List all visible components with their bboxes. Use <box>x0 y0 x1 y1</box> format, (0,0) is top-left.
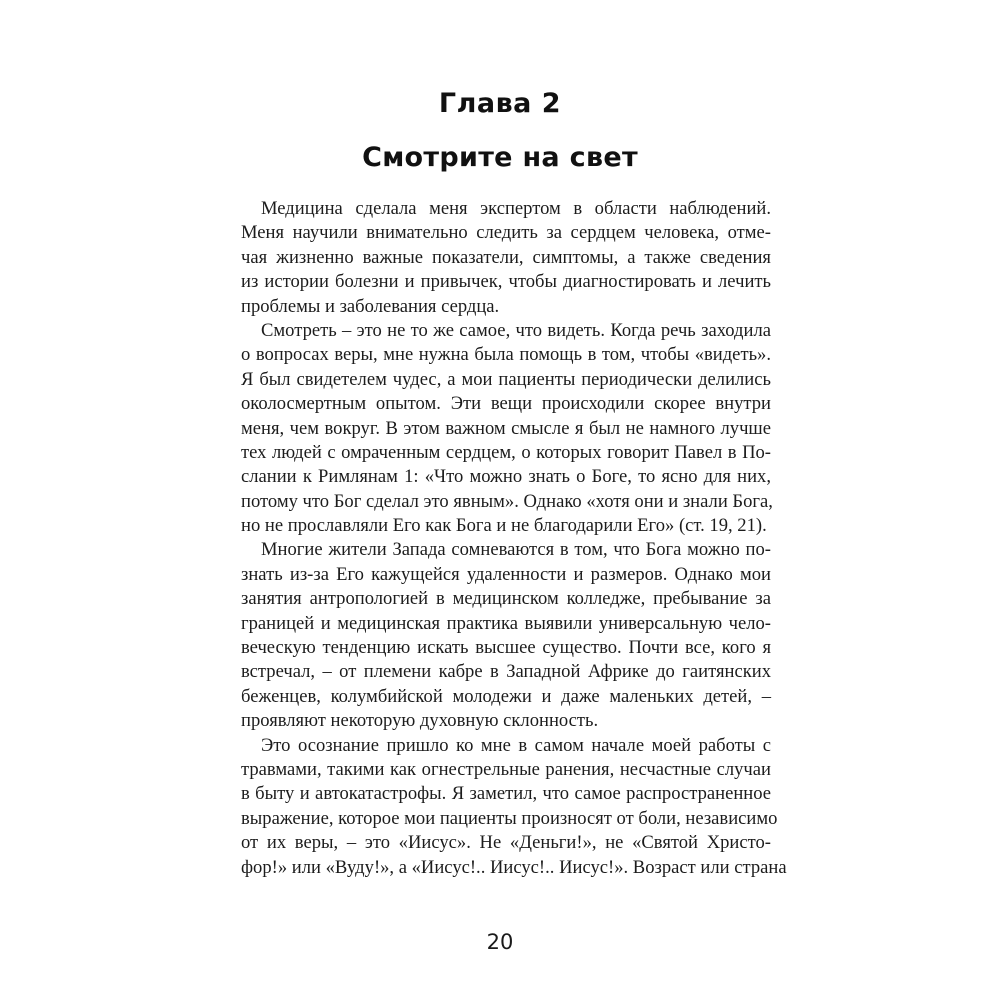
page-number: 20 <box>486 930 514 954</box>
text-line: о вопросах веры, мне нужна была помощь в том, чтобы «видеть». <box>241 344 771 366</box>
paragraph <box>241 538 771 733</box>
text-line: знать из-за Его кажущейся удаленности и размеров. Однако мои <box>241 563 771 585</box>
text-line: проявляют некоторую духовную склонность. <box>241 710 599 732</box>
text-line: из истории болезни и привычек, чтобы диагностировать и лечить <box>241 271 771 293</box>
text-line: проблемы и заболевания сердца. <box>241 295 500 317</box>
text-line: выражение, которое мои пациенты произносят от боли, независимо <box>241 807 778 829</box>
text-line: Смотреть – это не то же самое, что видеть. Когда речь заходила <box>261 319 771 341</box>
text-line: фор!» или «Вуду!», а «Иисус!.. Иисус!.. Иисус!». Возраст или страна <box>241 856 787 878</box>
text-line: Медицина сделала меня экспертом в области наблюдений. <box>261 198 771 219</box>
chapter-number: Глава 2 <box>438 88 562 119</box>
text-line: Я был свидетелем чудес, а мои пациенты периодически делились <box>241 368 771 390</box>
text-line: околосмертным опытом. Эти вещи происходили скорее внутри <box>241 393 771 415</box>
text-line: Меня научили внимательно следить за сердцем человека, отме- <box>241 222 771 244</box>
text-line: меня, чем вокруг. В этом важном смысле я был не намного лучше <box>241 417 771 439</box>
text-line: тех людей с омраченным сердцем, о которых говорит Павел в По- <box>241 441 771 463</box>
chapter-title: Смотрите на свет <box>362 142 638 173</box>
text-line: чая жизненно важные показатели, симптомы, а также сведения <box>241 246 771 268</box>
text-line: веческую тенденцию искать высшее существо. Почти все, кого я <box>241 637 771 659</box>
text-line: от их веры, – это «Иисус». Не «Деньги!», не «Святой Христо- <box>241 832 771 854</box>
text-line: слании к Римлянам 1: «Что можно знать о Боге, то ясно для них, <box>241 466 771 488</box>
text-line: потому что Бог сделал это явным». Однако «хотя они и знали Бога, <box>241 490 773 512</box>
paragraph <box>241 319 771 539</box>
paragraph <box>241 197 771 319</box>
text-line: занятия антропологией в медицинском колледже, пребывание за <box>241 588 771 610</box>
text-line: Это осознание пришло ко мне в самом начале моей работы с <box>261 734 771 756</box>
text-line: беженцев, колумбийской молодежи и даже маленьких детей, – <box>241 685 771 707</box>
text-line: в быту и автокатастрофы. Я заметил, что самое распространенное <box>241 783 771 805</box>
paragraph <box>241 734 787 880</box>
text-line: но не прославляли Его как Бога и не благодарили Его» (ст. 19, 21). <box>241 515 767 537</box>
body-text <box>241 197 787 880</box>
text-line: травмами, такими как огнестрельные ранения, несчастные случаи <box>241 758 771 780</box>
text-line: границей и медицинская практика выявили универсальную чело- <box>241 612 771 634</box>
text-line: встречал, – от племени кабре в Западной Африке до гаитянских <box>241 661 771 683</box>
text-line: Многие жители Запада сомневаются в том, что Бога можно по- <box>261 539 771 561</box>
